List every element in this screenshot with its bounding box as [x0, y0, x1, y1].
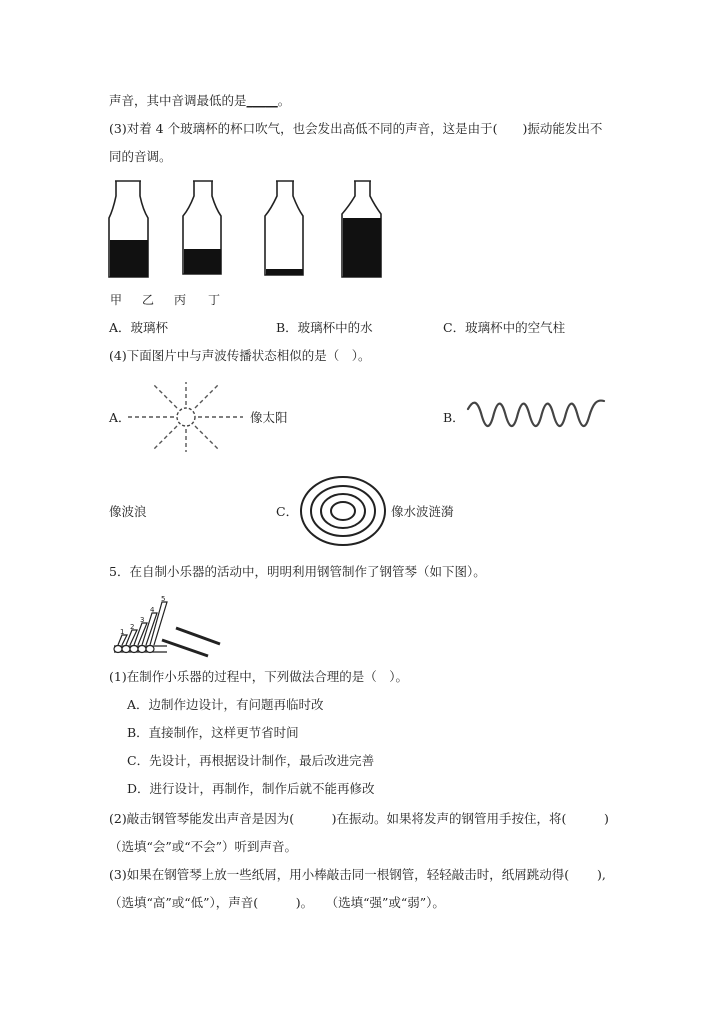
q5-part2-line1: (2)敲击钢管琴能发出声音是因为( )在振动。如果将发声的钢管用手按住，将(: [109, 811, 567, 826]
q5-part2-line2: （选填“会”或“不会”）听到声音。: [109, 839, 298, 854]
q4-part2-text: 声音，其中音调最低的是: [109, 93, 247, 108]
pipe-num-1: 1: [120, 628, 125, 636]
pipe-glockenspiel-figure: [112, 590, 227, 660]
q5-intro: 5．在自制小乐器的活动中，明明利用钢管制作了钢管琴（如下图）。: [109, 564, 486, 579]
option-a[interactable]: A．玻璃杯: [109, 320, 169, 335]
q5-option-c[interactable]: C．先设计，再根据设计制作，最后改进完善: [127, 753, 375, 768]
q5-part3-line2: （选填“高”或“低”），声音( )。 （选填“强”或“弱”）。: [109, 895, 445, 910]
sun-rays-figure: [125, 380, 250, 455]
label-yi: 乙: [142, 293, 155, 307]
water-jia: [110, 240, 148, 277]
q4-part2-end: 。: [277, 93, 291, 108]
water-yi: [184, 249, 221, 274]
q4-part2-tail: [109, 93, 290, 109]
bottle-bing: [265, 181, 303, 275]
q5-part3-close: ),: [597, 867, 606, 882]
q4-part3-line2: 同的音调。: [109, 149, 172, 164]
option-b-caption: 像波浪: [109, 504, 147, 519]
q4-part4-question: (4)下面图片中与声波传播状态相似的是（ ）。: [109, 348, 371, 363]
label-ding: 丁: [208, 293, 221, 307]
option-b-prefix[interactable]: B．: [443, 410, 465, 425]
q4-part3-line1: (3)对着 4 个玻璃杯的杯口吹气，也会发出高低不同的声音，这是由于( )振动能发出不: [109, 121, 603, 136]
water-ding: [343, 218, 381, 277]
q5-option-b[interactable]: B．直接制作，这样更节省时间: [127, 725, 299, 740]
q5-part1-question: (1)在制作小乐器的过程中，下列做法合理的是（ ）。: [109, 669, 408, 684]
q5-option-a[interactable]: A．边制作边设计，有问题再临时改: [127, 697, 324, 712]
q5-part2-close: ): [604, 811, 609, 826]
label-jia: 甲: [110, 293, 123, 307]
answer-blank[interactable]: _____: [246, 93, 278, 108]
option-b[interactable]: B．玻璃杯中的水: [276, 320, 373, 335]
sun-center: [177, 408, 195, 426]
option-c[interactable]: C．玻璃杯中的空气柱: [443, 320, 566, 335]
pipe-num-2: 2: [130, 623, 135, 631]
q5-option-d[interactable]: D．进行设计，再制作，制作后就不能再修改: [127, 781, 375, 796]
pipe-num-3: 3: [140, 616, 145, 624]
option-a-caption: 像太阳: [250, 410, 288, 425]
pipe-num-5: 5: [161, 595, 166, 603]
water-bing: [266, 269, 303, 275]
option-c-caption: 像水波涟漪: [391, 504, 454, 519]
option-c-prefix[interactable]: C．: [276, 504, 299, 519]
q5-part3-line1: (3)如果在钢管琴上放一些纸屑，用小棒敲击同一根钢管，轻轻敲击时，纸屑跳动得(: [109, 867, 570, 882]
ripple-figure: [298, 474, 388, 548]
wave-figure: [465, 395, 607, 437]
bottles-figure: [105, 176, 390, 280]
pipe-num-4: 4: [150, 606, 155, 614]
label-bing: 丙: [174, 293, 187, 307]
option-a-prefix[interactable]: A．: [109, 410, 131, 425]
